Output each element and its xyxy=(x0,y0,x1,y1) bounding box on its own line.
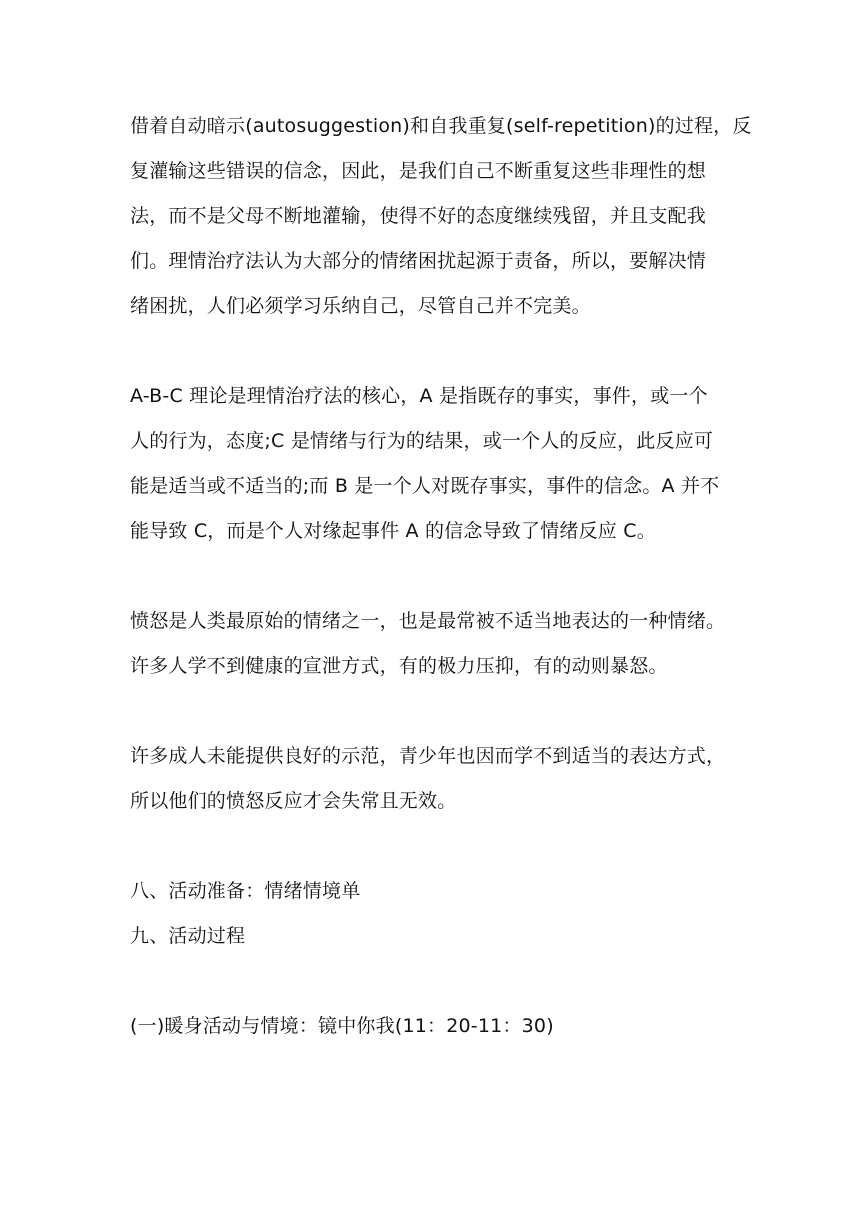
text-line: 复灌输这些错误的信念，因此，是我们自己不断重复这些非理性的想 xyxy=(130,160,707,182)
paragraph-anger xyxy=(130,599,746,689)
text-line: 法，而不是父母不断地灌输，使得不好的态度继续残留，并且支配我 xyxy=(130,205,707,227)
text-line: 所以他们的愤怒反应才会失常且无效。 xyxy=(130,790,457,812)
text-line: 能导致 C，而是个人对缘起事件 A 的信念导致了情绪反应 C。 xyxy=(130,520,656,542)
text-line: 愤怒是人类最原始的情绪之一，也是最常被不适当地表达的一种情绪。 xyxy=(130,610,726,632)
text-line: A-B-C 理论是理情治疗法的核心，A 是指既存的事实，事件，或一个 xyxy=(130,385,708,407)
text-line: 们。理情治疗法认为大部分的情绪困扰起源于责备，所以，要解决情 xyxy=(130,250,707,272)
section-heading-activity-process xyxy=(130,914,746,959)
section-heading-activity-preparation xyxy=(130,869,746,914)
text-line: 许多成人未能提供良好的示范，青少年也因而学不到适当的表达方式， xyxy=(130,745,726,767)
text-line: 九、活动过程 xyxy=(130,925,246,947)
text-line: 八、活动准备：情绪情境单 xyxy=(130,880,361,902)
text-line: 绪困扰，人们必须学习乐纳自己，尽管自己并不完美。 xyxy=(130,295,591,317)
text-line: 许多人学不到健康的宣泄方式，有的极力压抑，有的动则暴怒。 xyxy=(130,655,668,677)
paragraph-irrational-beliefs xyxy=(130,104,752,329)
text-line: 人的行为，态度;C 是情绪与行为的结果，或一个人的反应，此反应可 xyxy=(130,430,714,452)
text-line: (一)暖身活动与情境：镜中你我(11：20-11：30) xyxy=(130,1015,554,1037)
paragraph-abc-theory xyxy=(130,374,746,554)
text-line: 能是适当或不适当的;而 B 是一个人对既存事实，事件的信念。A 并不 xyxy=(130,475,720,497)
paragraph-adolescents xyxy=(130,734,746,824)
text-line: 借着自动暗示(autosuggestion)和自我重复(self-repetition)的过程，反 xyxy=(130,115,752,137)
subsection-heading-warmup xyxy=(130,1004,746,1049)
